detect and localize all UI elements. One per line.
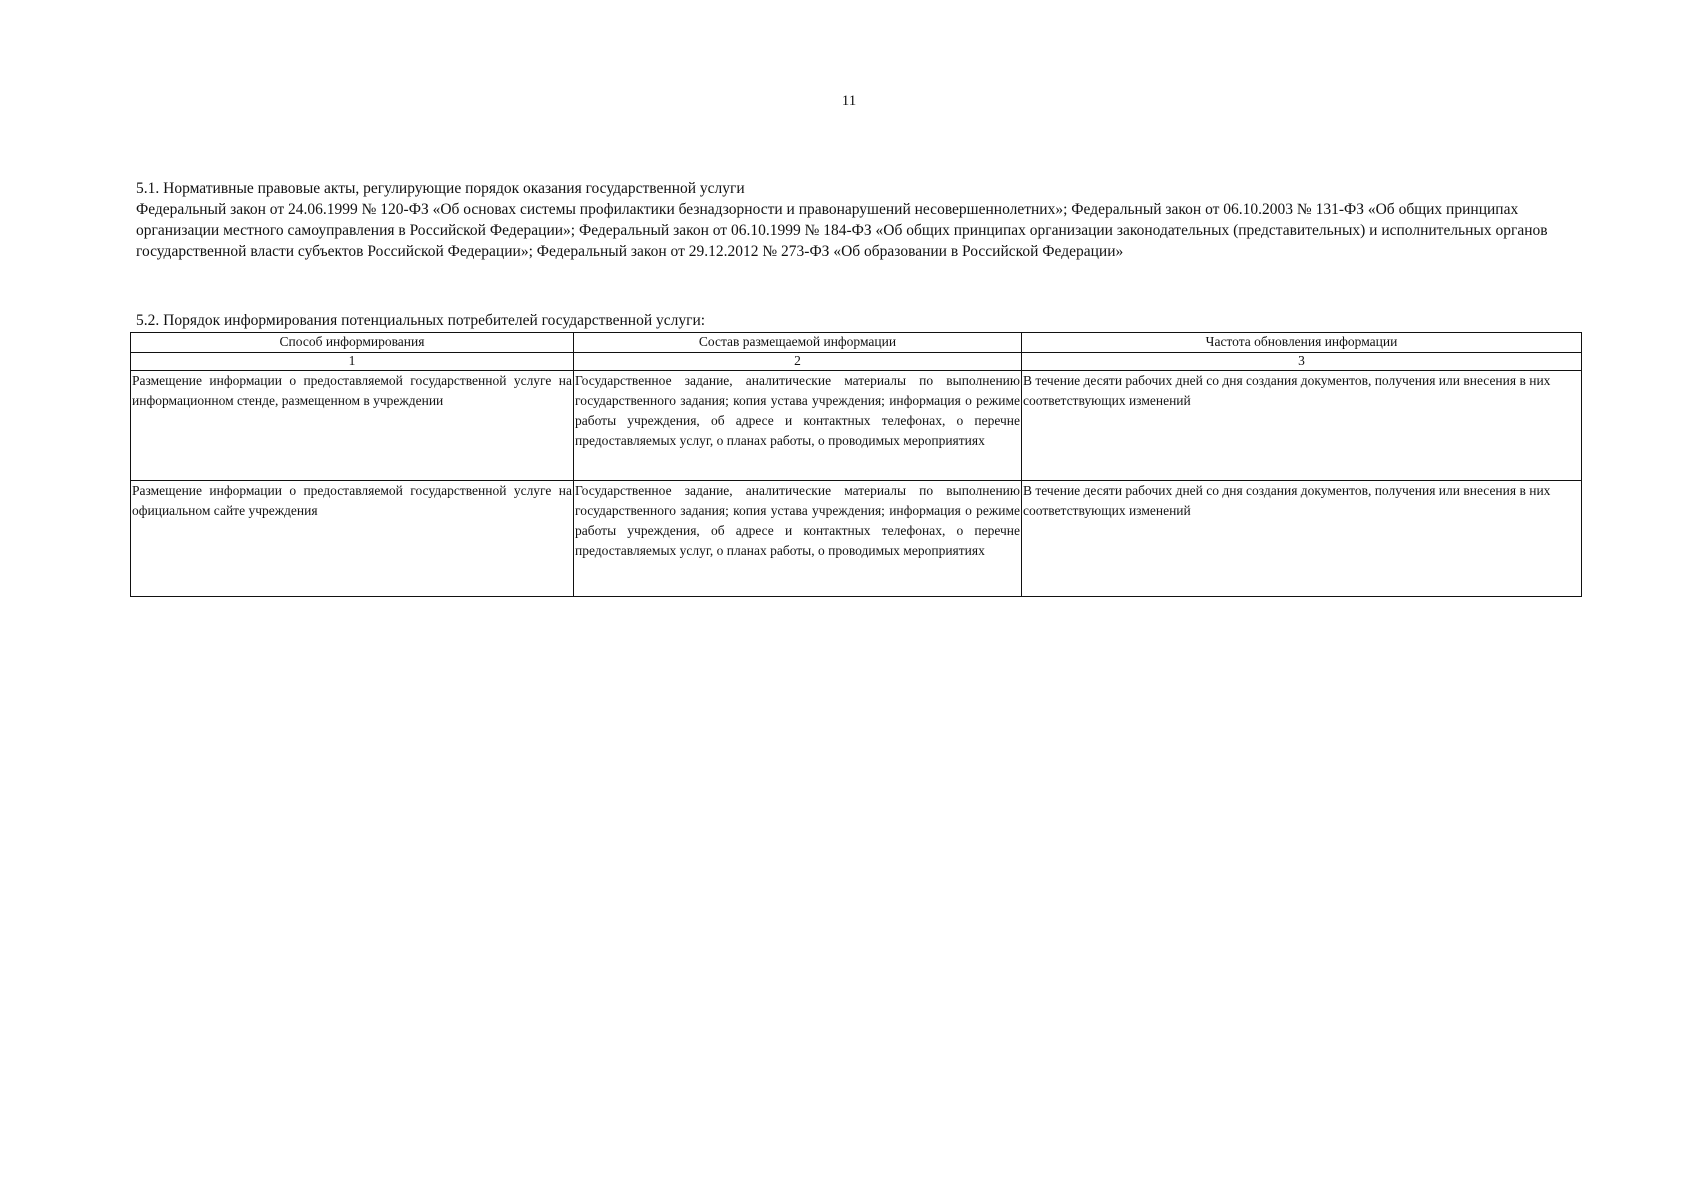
table-header-row bbox=[131, 333, 1582, 353]
section-legal-acts-text: Федеральный закон от 24.06.1999 № 120-ФЗ «Об основах системы профилактики безнадзорности и правонарушений несовершеннолетних»; Федеральный закон от 06.10.2003 № 131-ФЗ «Об общих принципах организации местного самоуправления в Российской Федерации»; Федеральный закон от 06.10.1999 № 184-ФЗ «Об общих принципах организации законодательных (представительных) и исполнительных органов государственной власти субъектов Российской Федерации»; Федеральный закон от 29.12.2012 № 273-ФЗ «Об образовании в Российской Федерации» bbox=[136, 201, 1548, 260]
header-content: Состав размещаемой информации bbox=[574, 333, 1022, 353]
cell-frequency: В течение десяти рабочих дней со дня создания документов, получения или внесения в них соответствующих изменений bbox=[1022, 371, 1582, 481]
column-number: 2 bbox=[574, 353, 1022, 371]
table-row bbox=[131, 371, 1582, 481]
section-legal-acts-title: 5.1. Нормативные правовые акты, регулирующие порядок оказания государственной услуги bbox=[136, 180, 745, 197]
page-number: 11 bbox=[841, 93, 857, 109]
column-number: 3 bbox=[1022, 353, 1582, 371]
informing-table bbox=[130, 332, 1582, 597]
table-row bbox=[131, 481, 1582, 597]
header-method: Способ информирования bbox=[131, 333, 574, 353]
header-frequency: Частота обновления информации bbox=[1022, 333, 1582, 353]
cell-method: Размещение информации о предоставляемой государственной услуге на официальном сайте учреждения bbox=[131, 481, 574, 597]
section-informing-title: 5.2. Порядок информирования потенциальных потребителей государственной услуги: bbox=[136, 312, 706, 329]
cell-content: Государственное задание, аналитические материалы по выполнению государственного задания; копия устава учреждения; информация о режиме работы учреждения, об адресе и контактных телефонах, о перечне предоставляемых услуг, о планах работы, о проводимых мероприятиях bbox=[574, 481, 1022, 597]
cell-frequency: В течение десяти рабочих дней со дня создания документов, получения или внесения в них соответствующих изменений bbox=[1022, 481, 1582, 597]
section-legal-acts bbox=[136, 178, 1576, 262]
column-number: 1 bbox=[131, 353, 574, 371]
column-number-row bbox=[131, 353, 1582, 371]
cell-method: Размещение информации о предоставляемой государственной услуге на информационном стенде, размещенном в учреждении bbox=[131, 371, 574, 481]
cell-content: Государственное задание, аналитические материалы по выполнению государственного задания; копия устава учреждения; информация о режиме работы учреждения, об адресе и контактных телефонах, о перечне предоставляемых услуг, о планах работы, о проводимых мероприятиях bbox=[574, 371, 1022, 481]
